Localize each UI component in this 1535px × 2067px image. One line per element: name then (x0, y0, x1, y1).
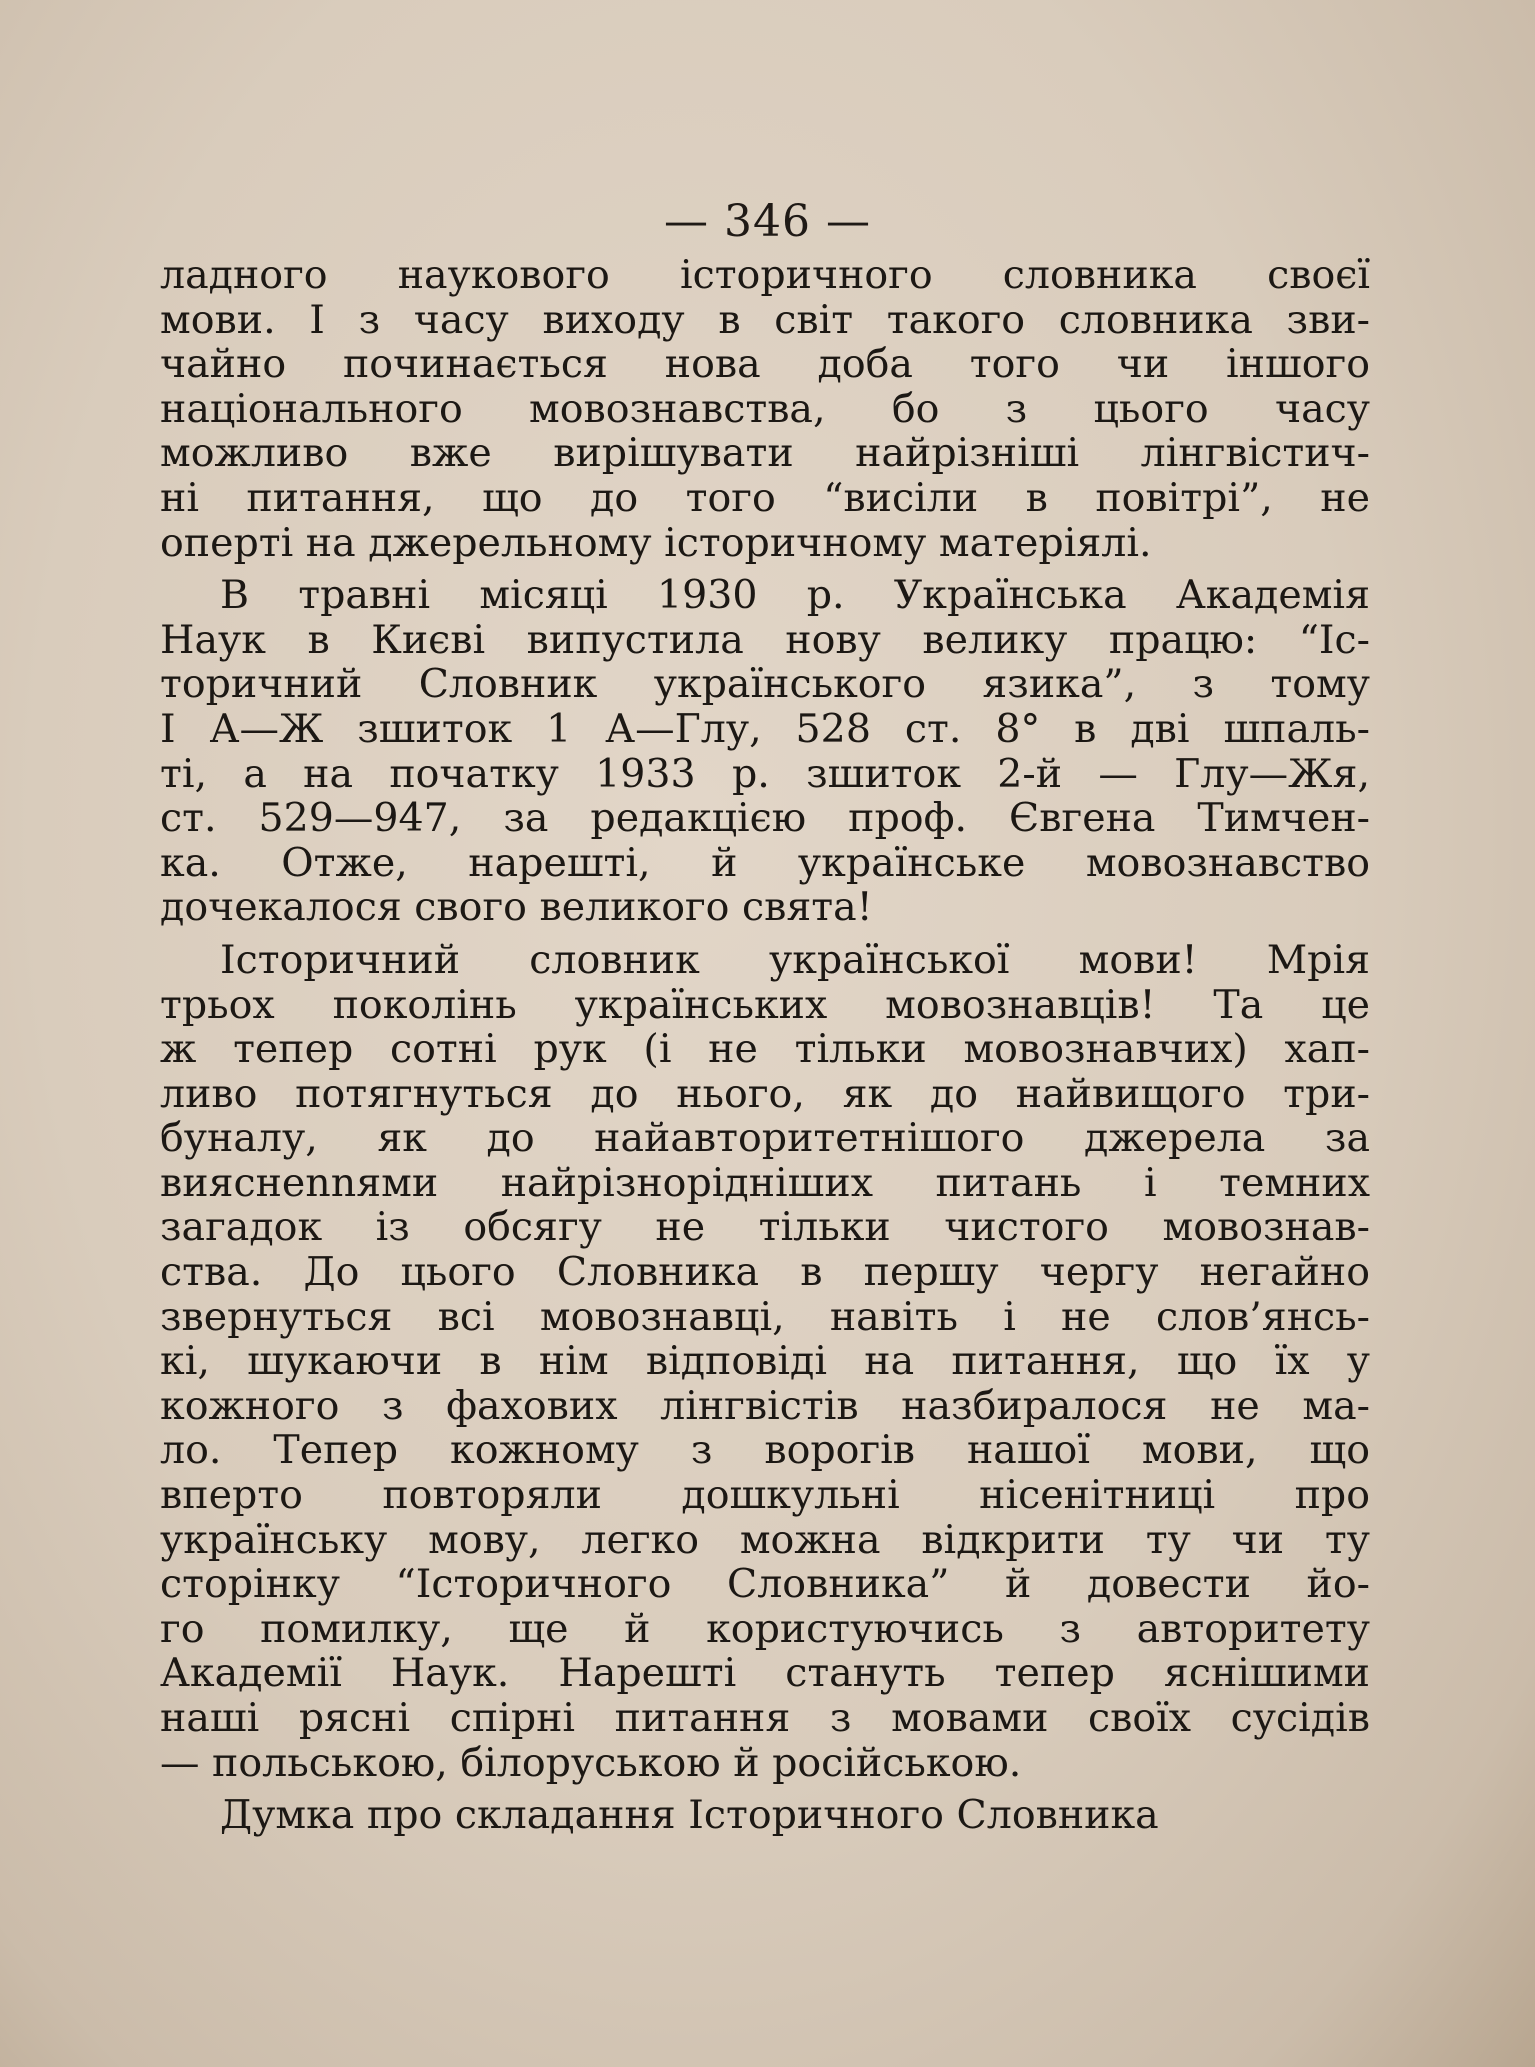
text-line: ка. Отже, нарешті, й українське мовознавство (160, 840, 1370, 886)
text-line: ства. До цього Словника в першу чергу негайно (160, 1250, 1370, 1295)
text-line: загадок із обсягу не тільки чистого мовознав- (160, 1205, 1370, 1251)
text-line: ливо потягнуться до нього, як до найвищого три- (160, 1071, 1370, 1117)
text-line: трьох поколінь українських мовознавців! Та це (160, 982, 1370, 1028)
text-line: В травні місяці 1930 р. Українська Академія (220, 573, 1370, 618)
text-line: ні питання, що до того “висіли в повітрі”, не (160, 475, 1370, 521)
text-line: ті, а на початку 1933 р. зшиток 2-й — Глу—Жя, (160, 751, 1370, 797)
text-line: кі, шукаючи в нім відповіді на питання, що їх у (160, 1339, 1370, 1384)
paragraph-gap (160, 930, 1370, 938)
paragraph-gap (160, 1785, 1370, 1793)
text-line: сторінку “Історичного Словника” й довести йо- (160, 1562, 1370, 1607)
text-line: торичний Словник українського язика”, з тому (160, 662, 1370, 707)
text-line: українську мову, легко можна відкрити ту чи ту (160, 1517, 1370, 1563)
body-text (160, 253, 1370, 1838)
paragraph (160, 573, 1370, 930)
text-line: Історичний словник української мови! Мрія (220, 937, 1370, 983)
paragraph (160, 938, 1370, 1785)
text-line: мови. І з часу виходу в світ такого словника зви- (160, 297, 1370, 343)
text-line: буналу, як до найавторитетнішого джерела за (160, 1116, 1370, 1161)
page-number: — 346 — (664, 196, 871, 247)
paragraph (160, 1793, 1370, 1838)
text-line: можливо вже вирішувати найрізніші лінгвістич- (160, 431, 1370, 476)
text-line: вперто повторяли дошкульні нісенітниці про (160, 1473, 1370, 1518)
text-line: — польською, білоруською й російською. (160, 1740, 1022, 1786)
text-line: чайно починається нова доба того чи іншого (160, 342, 1370, 387)
text-line: І А—Ж зшиток 1 А—Глу, 528 ст. 8° в дві шпаль- (160, 706, 1370, 752)
paragraph (160, 253, 1370, 565)
text-line: наші рясні спірні питання з мовами своїх сусідів (160, 1696, 1370, 1741)
text-line: ладного наукового історичного словника своєї (160, 253, 1370, 298)
text-line: го помилку, ще й користуючись з авторитету (160, 1606, 1370, 1652)
text-line: ло. Тепер кожному з ворогів нашої мови, що (160, 1428, 1370, 1474)
paragraph-gap (160, 565, 1370, 573)
text-line: Наук в Києві випустила нову велику працю: “Іс- (160, 617, 1370, 663)
text-line: дочекалося свого великого свята! (160, 885, 873, 930)
text-line: національного мовознавства, бо з цього часу (160, 386, 1370, 432)
text-line: Думка про складання Історичного Словника (220, 1793, 1159, 1838)
text-line: оперті на джерельному історичному матеріялі. (160, 520, 1152, 566)
text-line: кожного з фахових лінгвістів назбиралося не ма- (160, 1383, 1370, 1429)
text-line: ст. 529—947, за редакцією проф. Євгена Тимчен- (160, 796, 1370, 841)
text-line: вияснennями найрізноріднішиx питань і темних (160, 1160, 1370, 1206)
text-line: Академії Наук. Нарешті стануть тепер яснішими (160, 1651, 1370, 1696)
text-line: ж тепер сотні рук (і не тільки мовознавчих) хап- (160, 1027, 1370, 1072)
text-line: звернуться всі мовознавці, навіть і не слов’янсь- (160, 1294, 1370, 1340)
